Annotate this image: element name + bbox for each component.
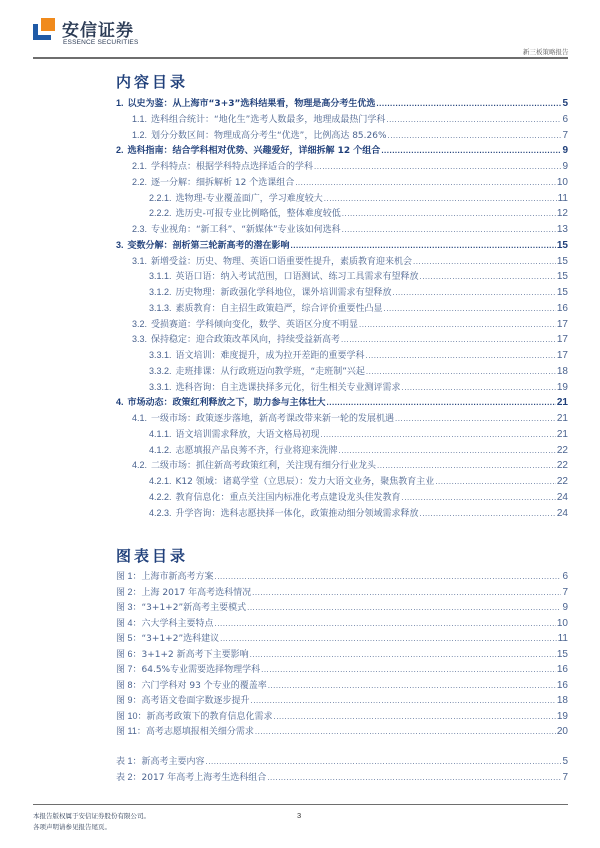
dot-leader (384, 301, 556, 317)
entry-number: 2. (116, 145, 124, 156)
dot-leader (377, 458, 556, 474)
entry-page-number: 20 (556, 726, 568, 737)
dot-leader (327, 395, 556, 411)
toc-entry[interactable] (116, 254, 568, 270)
toc-entry[interactable] (116, 317, 568, 333)
copyright-note (33, 811, 150, 833)
toc-entry[interactable] (116, 269, 568, 285)
entry-page-number: 16 (556, 664, 568, 675)
dot-leader (339, 443, 556, 459)
dot-leader (342, 206, 556, 222)
dot-leader (420, 506, 556, 522)
dot-leader (251, 693, 556, 709)
dot-leader (206, 754, 562, 770)
entry-page-number: 21 (556, 397, 568, 409)
toc-entry[interactable] (116, 490, 568, 506)
report-type-label: 新三板策略报告 (523, 48, 569, 56)
toc-entry[interactable] (116, 96, 568, 112)
entry-title: 素质教育：自主招生政策趋严，综合评价重要性凸显 (175, 303, 383, 314)
entry-number: 4.1. (132, 413, 148, 423)
dot-leader (314, 159, 561, 175)
dot-leader (366, 348, 556, 364)
dot-leader (247, 600, 561, 616)
footer-divider (33, 804, 568, 805)
entry-page-number: 6 (562, 113, 568, 125)
toc-entry[interactable] (116, 285, 568, 301)
essence-logo-icon (33, 18, 55, 40)
table-list (116, 754, 568, 785)
entry-label: 图 1： (116, 571, 142, 581)
entry-page-number: 10 (556, 176, 568, 188)
company-name-en: ESSENCE SECURITIES (63, 39, 139, 46)
entry-number: 4.1.2. (149, 444, 172, 455)
entry-number: 3.3. (132, 334, 148, 345)
entry-number: 4.2. (132, 460, 148, 471)
toc-entry[interactable] (116, 364, 568, 380)
entry-title: 新高考主要内容 (141, 757, 205, 767)
dot-leader (435, 474, 556, 490)
toc-entry[interactable] (116, 175, 568, 191)
entry-page-number: 15 (556, 239, 568, 251)
figure-entry[interactable] (116, 693, 568, 709)
entry-number: 3.3.2. (149, 365, 172, 376)
entry-title: 走班排课：从行政班迈向教学班，“走班制”兴起 (175, 366, 365, 377)
company-name-cn: 安信证券 (62, 21, 134, 41)
entry-number: 3.3.1. (149, 350, 172, 360)
entry-number: 2.2.2. (149, 208, 172, 219)
figure-list-title: 图表目录 (116, 547, 189, 565)
entry-title: K12 领域：诸葛学堂（立思辰）：发力大语文业务，聚焦教育主业 (175, 477, 435, 487)
entry-title: 学科特点：根据学科特点选择适合的学科 (151, 162, 314, 172)
dot-leader (274, 709, 556, 725)
entry-number: 4.2.3. (149, 507, 172, 518)
entry-title: 保持稳定：迎合政策改革风向，持续受益新高考 (151, 335, 341, 346)
entry-title: 一级市场：政策逐步落地，新高考课改带来新一轮的发展机遇 (151, 414, 395, 424)
entry-title: 教育信息化：重点关注国内标准化考点建设龙头佳发教育 (175, 492, 401, 503)
entry-title: “3+1+2”新高考主要模式 (141, 603, 247, 613)
entry-title: “3+1+2”选科建议 (141, 634, 220, 644)
entry-number: 2.2.1. (149, 192, 172, 203)
entry-page-number: 15 (556, 287, 568, 298)
dot-leader (342, 222, 556, 238)
entry-page-number: 19 (556, 381, 568, 393)
toc-entry[interactable] (116, 159, 568, 175)
table-entry[interactable] (116, 754, 568, 770)
entry-page-number: 22 (556, 460, 568, 472)
entry-page-number: 11 (557, 192, 568, 204)
entry-label: 图 4： (116, 617, 142, 628)
dot-leader (386, 112, 561, 128)
dot-leader (388, 128, 562, 144)
entry-title: 六大学科主要特点 (141, 618, 214, 629)
dot-leader (252, 585, 561, 601)
entry-page-number: 22 (556, 476, 568, 487)
dot-leader (359, 317, 556, 333)
dot-leader (215, 569, 562, 585)
entry-label: 图 8： (116, 679, 142, 690)
entry-page-number: 9 (562, 161, 568, 172)
entry-title: 六门学科对 93 个专业的覆盖率 (141, 680, 267, 691)
entry-page-number: 21 (556, 428, 568, 440)
entry-title: 选科指南：结合学科相对优势、兴趣爱好，详细拆解 12 个组合 (127, 146, 381, 157)
dot-leader (376, 96, 561, 112)
dot-leader (324, 191, 557, 207)
figure-entry[interactable] (116, 569, 568, 585)
toc-entry[interactable] (116, 395, 568, 411)
toc-entry[interactable] (116, 348, 568, 364)
figure-entry[interactable] (116, 678, 568, 694)
dot-leader (267, 770, 561, 786)
entry-title: 语文培训需求释放，大语文格局初现 (175, 429, 320, 440)
dot-leader (402, 380, 556, 396)
entry-page-number: 18 (556, 695, 568, 706)
entry-page-number: 15 (556, 271, 568, 283)
entry-page-number: 17 (556, 350, 568, 361)
toc-entry[interactable] (116, 143, 568, 159)
header-divider (33, 57, 568, 59)
entry-number: 3.1.3. (149, 302, 172, 313)
entry-page-number: 7 (562, 129, 568, 141)
toc-entry[interactable] (116, 206, 568, 222)
entry-title: 选科组合统计：“地化生”选考人数最多，地理成最热门学科 (151, 114, 386, 125)
entry-title: 高考志愿填报相关细分需求 (145, 727, 254, 737)
entry-number: 2.1. (132, 161, 148, 171)
dot-leader (291, 238, 556, 254)
dot-leader (261, 662, 556, 678)
entry-page-number: 9 (562, 145, 568, 157)
entry-number: 3.1. (132, 255, 148, 266)
table-of-contents (116, 96, 568, 521)
dot-leader (215, 616, 556, 632)
toc-entry[interactable] (116, 411, 568, 427)
entry-label: 表 1： (116, 756, 142, 766)
toc-entry[interactable] (116, 301, 568, 317)
figure-entry[interactable] (116, 724, 568, 740)
entry-title: 志愿填报产品良莠不齐，行业将迎来洗牌 (175, 445, 338, 456)
dot-leader (341, 332, 556, 348)
dot-leader (321, 427, 556, 443)
entry-number: 4.2.2. (149, 491, 172, 502)
entry-page-number: 7 (562, 771, 568, 783)
toc-title: 内容目录 (116, 73, 189, 91)
dot-leader (220, 631, 557, 647)
entry-number: 1.2. (132, 129, 148, 140)
entry-page-number: 9 (562, 602, 568, 613)
entry-label: 图 5： (116, 633, 142, 643)
entry-page-number: 15 (556, 255, 568, 267)
entry-number: 3. (116, 239, 124, 250)
dot-leader (420, 269, 556, 285)
toc-entry[interactable] (116, 506, 568, 522)
dot-leader (250, 647, 556, 663)
toc-entry[interactable] (116, 128, 568, 144)
dot-leader (393, 285, 556, 301)
entry-title: 上海 2017 年高考选科情况 (141, 587, 252, 598)
entry-page-number: 5 (562, 756, 568, 767)
entry-title: 逐一分解：细拆解析 12 个选课组合 (151, 177, 295, 188)
entry-page-number: 15 (556, 648, 568, 660)
entry-page-number: 12 (556, 208, 568, 220)
entry-page-number: 5 (562, 98, 568, 109)
entry-number: 3.1.1. (149, 271, 172, 282)
dot-leader (366, 364, 556, 380)
entry-title: 新高考政策下的教育信息化需求 (146, 711, 273, 722)
page-number: 3 (297, 811, 302, 820)
entry-label: 表 2： (116, 771, 142, 782)
figure-entry[interactable] (116, 662, 568, 678)
dot-leader (413, 254, 556, 270)
toc-entry[interactable] (116, 191, 568, 207)
entry-title: 选科咨询：自主选课抉择多元化，衍生相关专业测评需求 (175, 382, 401, 393)
entry-title: 变数分解：剖析第三轮新高考的潜在影响 (127, 240, 290, 251)
entry-page-number: 21 (556, 413, 568, 424)
dot-leader (268, 678, 556, 694)
entry-number: 1. (116, 98, 124, 108)
entry-page-number: 16 (556, 302, 568, 314)
entry-title: 2017 年高考上海考生选科组合 (141, 772, 267, 783)
figure-entry[interactable] (116, 600, 568, 616)
dot-leader (381, 143, 561, 159)
page-header (0, 0, 600, 60)
entry-page-number: 10 (556, 617, 568, 629)
entry-page-number: 13 (556, 224, 568, 235)
entry-page-number: 22 (556, 444, 568, 456)
chart-list (116, 569, 568, 740)
entry-page-number: 17 (556, 334, 568, 346)
dot-leader (295, 175, 556, 191)
toc-entry[interactable] (116, 427, 568, 443)
entry-page-number: 16 (556, 679, 568, 691)
entry-label: 图 11： (116, 726, 146, 736)
dot-leader (402, 490, 556, 506)
entry-title: 英语口语：纳入考试范围，口语测试、练习工具需求有望释放 (175, 272, 419, 283)
entry-page-number: 17 (556, 318, 568, 330)
entry-title: 选历史-可报专业比例略低，整体难度较低 (175, 209, 341, 220)
entry-number: 4.2.1. (149, 476, 172, 486)
entry-title: 以史为鉴：从上海市“3+3”选科结果看，物理是高分考生优选 (127, 99, 376, 109)
entry-label: 图 7： (116, 664, 142, 674)
entry-title: 升学咨询：选科志愿抉择一体化，政策推动细分领域需求释放 (175, 508, 419, 519)
entry-page-number: 7 (562, 586, 568, 598)
toc-entry[interactable] (116, 443, 568, 459)
entry-number: 3.3.1. (149, 381, 172, 392)
entry-title: 划分分数区间：物理成高分考生“优选”，比例高达 85.26% (151, 130, 387, 141)
copyright-line: 本报告版权属于安信证券股份有限公司。 (33, 812, 150, 820)
entry-label: 图 3： (116, 602, 142, 612)
toc-entry[interactable] (116, 474, 568, 490)
toc-entry[interactable] (116, 458, 568, 474)
table-entry[interactable] (116, 770, 568, 786)
entry-title: 64.5%专业需要选择物理学科 (141, 665, 261, 675)
entry-number: 3.2. (132, 318, 148, 329)
entry-title: 市场动态：政策红利释放之下，助力参与主体壮大 (127, 398, 326, 409)
entry-page-number: 6 (562, 571, 568, 582)
figure-entry[interactable] (116, 647, 568, 663)
entry-title: 新增受益：历史、物理、英语口语重要性提升，素质教育迎来机会 (151, 256, 413, 267)
entry-page-number: 24 (556, 507, 568, 519)
figure-entry[interactable] (116, 631, 568, 647)
entry-number: 2.2. (132, 176, 148, 187)
figure-entry[interactable] (116, 616, 568, 632)
entry-title: 3+1+2 新高考下主要影响 (141, 649, 249, 660)
toc-entry[interactable] (116, 238, 568, 254)
entry-label: 图 6： (116, 648, 142, 659)
entry-title: 选物理-专业覆盖面广，学习难度较大 (175, 193, 323, 204)
entry-number: 3.1.2. (149, 287, 172, 297)
entry-title: 专业视角：“新工科”、“新媒体”专业该如何选科 (151, 225, 341, 235)
disclaimer-line: 各项声明请参见报告尾页。 (33, 823, 111, 831)
figure-entry[interactable] (116, 585, 568, 601)
entry-number: 4.1.1. (149, 428, 172, 439)
dot-leader (395, 411, 556, 427)
entry-label: 图 9： (116, 695, 142, 705)
entry-number: 4. (116, 397, 124, 408)
toc-entry[interactable] (116, 380, 568, 396)
entry-title: 高考语文卷面字数逐步提升 (141, 696, 250, 706)
toc-entry[interactable] (116, 332, 568, 348)
entry-title: 二级市场：抓住新高考政策红利，关注现有细分行业龙头 (151, 461, 377, 472)
toc-entry[interactable] (116, 222, 568, 238)
entry-page-number: 19 (556, 710, 568, 722)
dot-leader (255, 724, 556, 740)
entry-title: 受损赛道：学科倾向变化，数学、英语区分度不明显 (151, 319, 359, 330)
figure-entry[interactable] (116, 709, 568, 725)
entry-title: 上海市新高考方案 (141, 572, 214, 582)
toc-entry[interactable] (116, 112, 568, 128)
entry-title: 历史物理：新政强化学科地位，课外培训需求有望释放 (175, 288, 392, 298)
entry-page-number: 11 (557, 633, 568, 644)
entry-number: 1.1. (132, 113, 148, 124)
entry-label: 图 10： (116, 710, 147, 721)
entry-label: 图 2： (116, 586, 142, 597)
entry-page-number: 18 (556, 365, 568, 377)
entry-page-number: 24 (556, 491, 568, 503)
entry-title: 语文培训：难度提升，成为拉开差距的重要学科 (175, 351, 365, 361)
entry-number: 2.3. (132, 224, 148, 234)
